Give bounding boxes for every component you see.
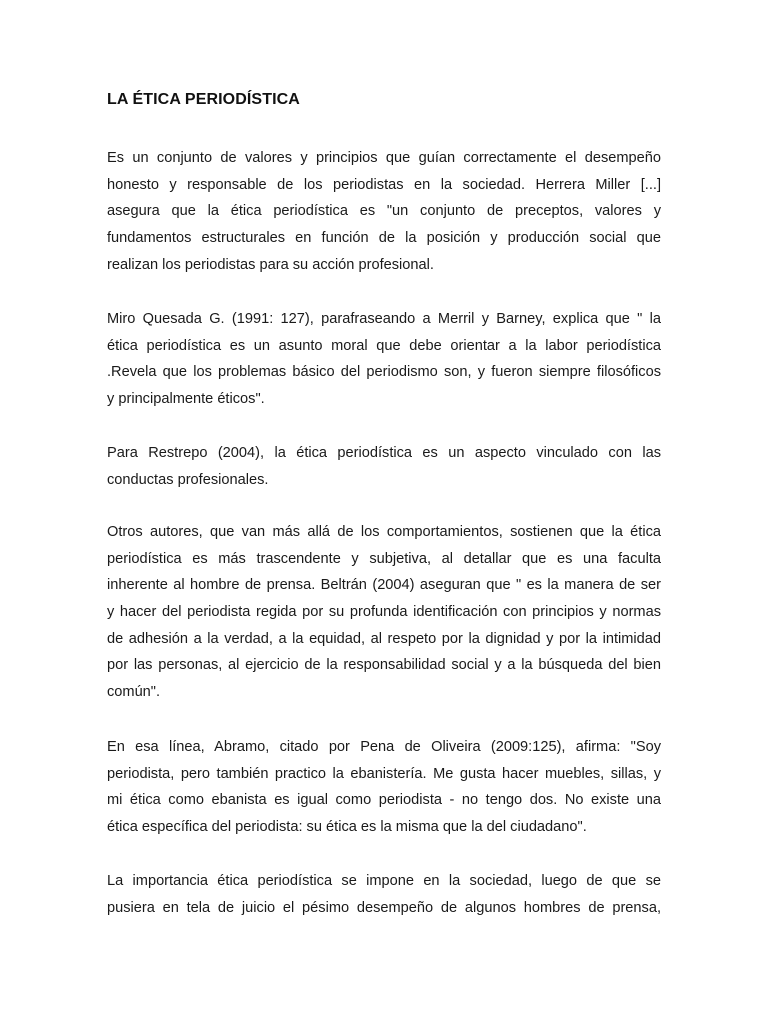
text-line: y hacer del periodista regida por su profunda identificación con principios y normas [107, 604, 661, 621]
paragraph-otros-autores [107, 519, 661, 706]
text-line: En esa línea, Abramo, citado por Pena de Oliveira (2009:125), afirma: "Soy [107, 739, 661, 755]
text-line: realizan los periodistas para su acción profesional. [107, 256, 434, 273]
paragraph-miro-quesada [107, 306, 661, 413]
text-line: Miro Quesada G. (1991: 127), parafraseando a Merril y Barney, explica que " la [107, 311, 661, 327]
text-line: conductas profesionales. [107, 471, 269, 488]
document-title: LA ÉTICA PERIODÍSTICA [107, 91, 300, 108]
paragraph-definition [107, 145, 661, 278]
text-line: ética específica del periodista: su ética es la misma que la del ciudadano". [107, 819, 587, 836]
text-line: común". [107, 684, 161, 701]
paragraph-importancia [107, 868, 661, 921]
text-line: honesto y responsable de los periodistas en la sociedad. Herrera Miller [...] [107, 176, 661, 193]
text-line: Es un conjunto de valores y principios que guían correctamente el desempeño [107, 150, 661, 166]
paragraph-abramo [107, 734, 661, 841]
text-line: por las personas, al ejercicio de la responsabilidad social y a la búsqueda del bien [107, 657, 661, 674]
text-line: periodística es más trascendente y subjetiva, al detallar que es una faculta [107, 550, 661, 567]
text-line: fundamentos estructurales en función de la posición y producción social que [107, 230, 661, 247]
text-line: de adhesión a la verdad, a la equidad, al respeto por la dignidad y por la intimidad [107, 630, 661, 647]
text-line: Otros autores, que van más allá de los comportamientos, sostienen que la ética [107, 524, 661, 540]
text-line: periodista, pero también practico la ebanistería. Me gusta hacer muebles, sillas, y [107, 765, 661, 782]
text-line: inherente al hombre de prensa. Beltrán (2004) aseguran que " es la manera de ser [107, 577, 661, 594]
text-line: Para Restrepo (2004), la ética periodística es un aspecto vinculado con las [107, 445, 661, 461]
text-line: La importancia ética periodística se impone en la sociedad, luego de que se [107, 873, 661, 889]
paragraph-restrepo [107, 440, 661, 493]
text-line: asegura que la ética periodística es "un conjunto de preceptos, valores y [107, 203, 661, 220]
text-line: y principalmente éticos". [107, 391, 265, 408]
text-line: .Revela que los problemas básico del periodismo son, y fueron siempre filosóficos [107, 364, 661, 381]
text-line: mi ética como ebanista es igual como periodista - no tengo dos. No existe una [107, 792, 661, 809]
text-line: pusiera en tela de juicio el pésimo desempeño de algunos hombres de prensa, [107, 899, 661, 916]
text-line: ética periodística es un asunto moral que debe orientar a la labor periodística [107, 337, 661, 354]
